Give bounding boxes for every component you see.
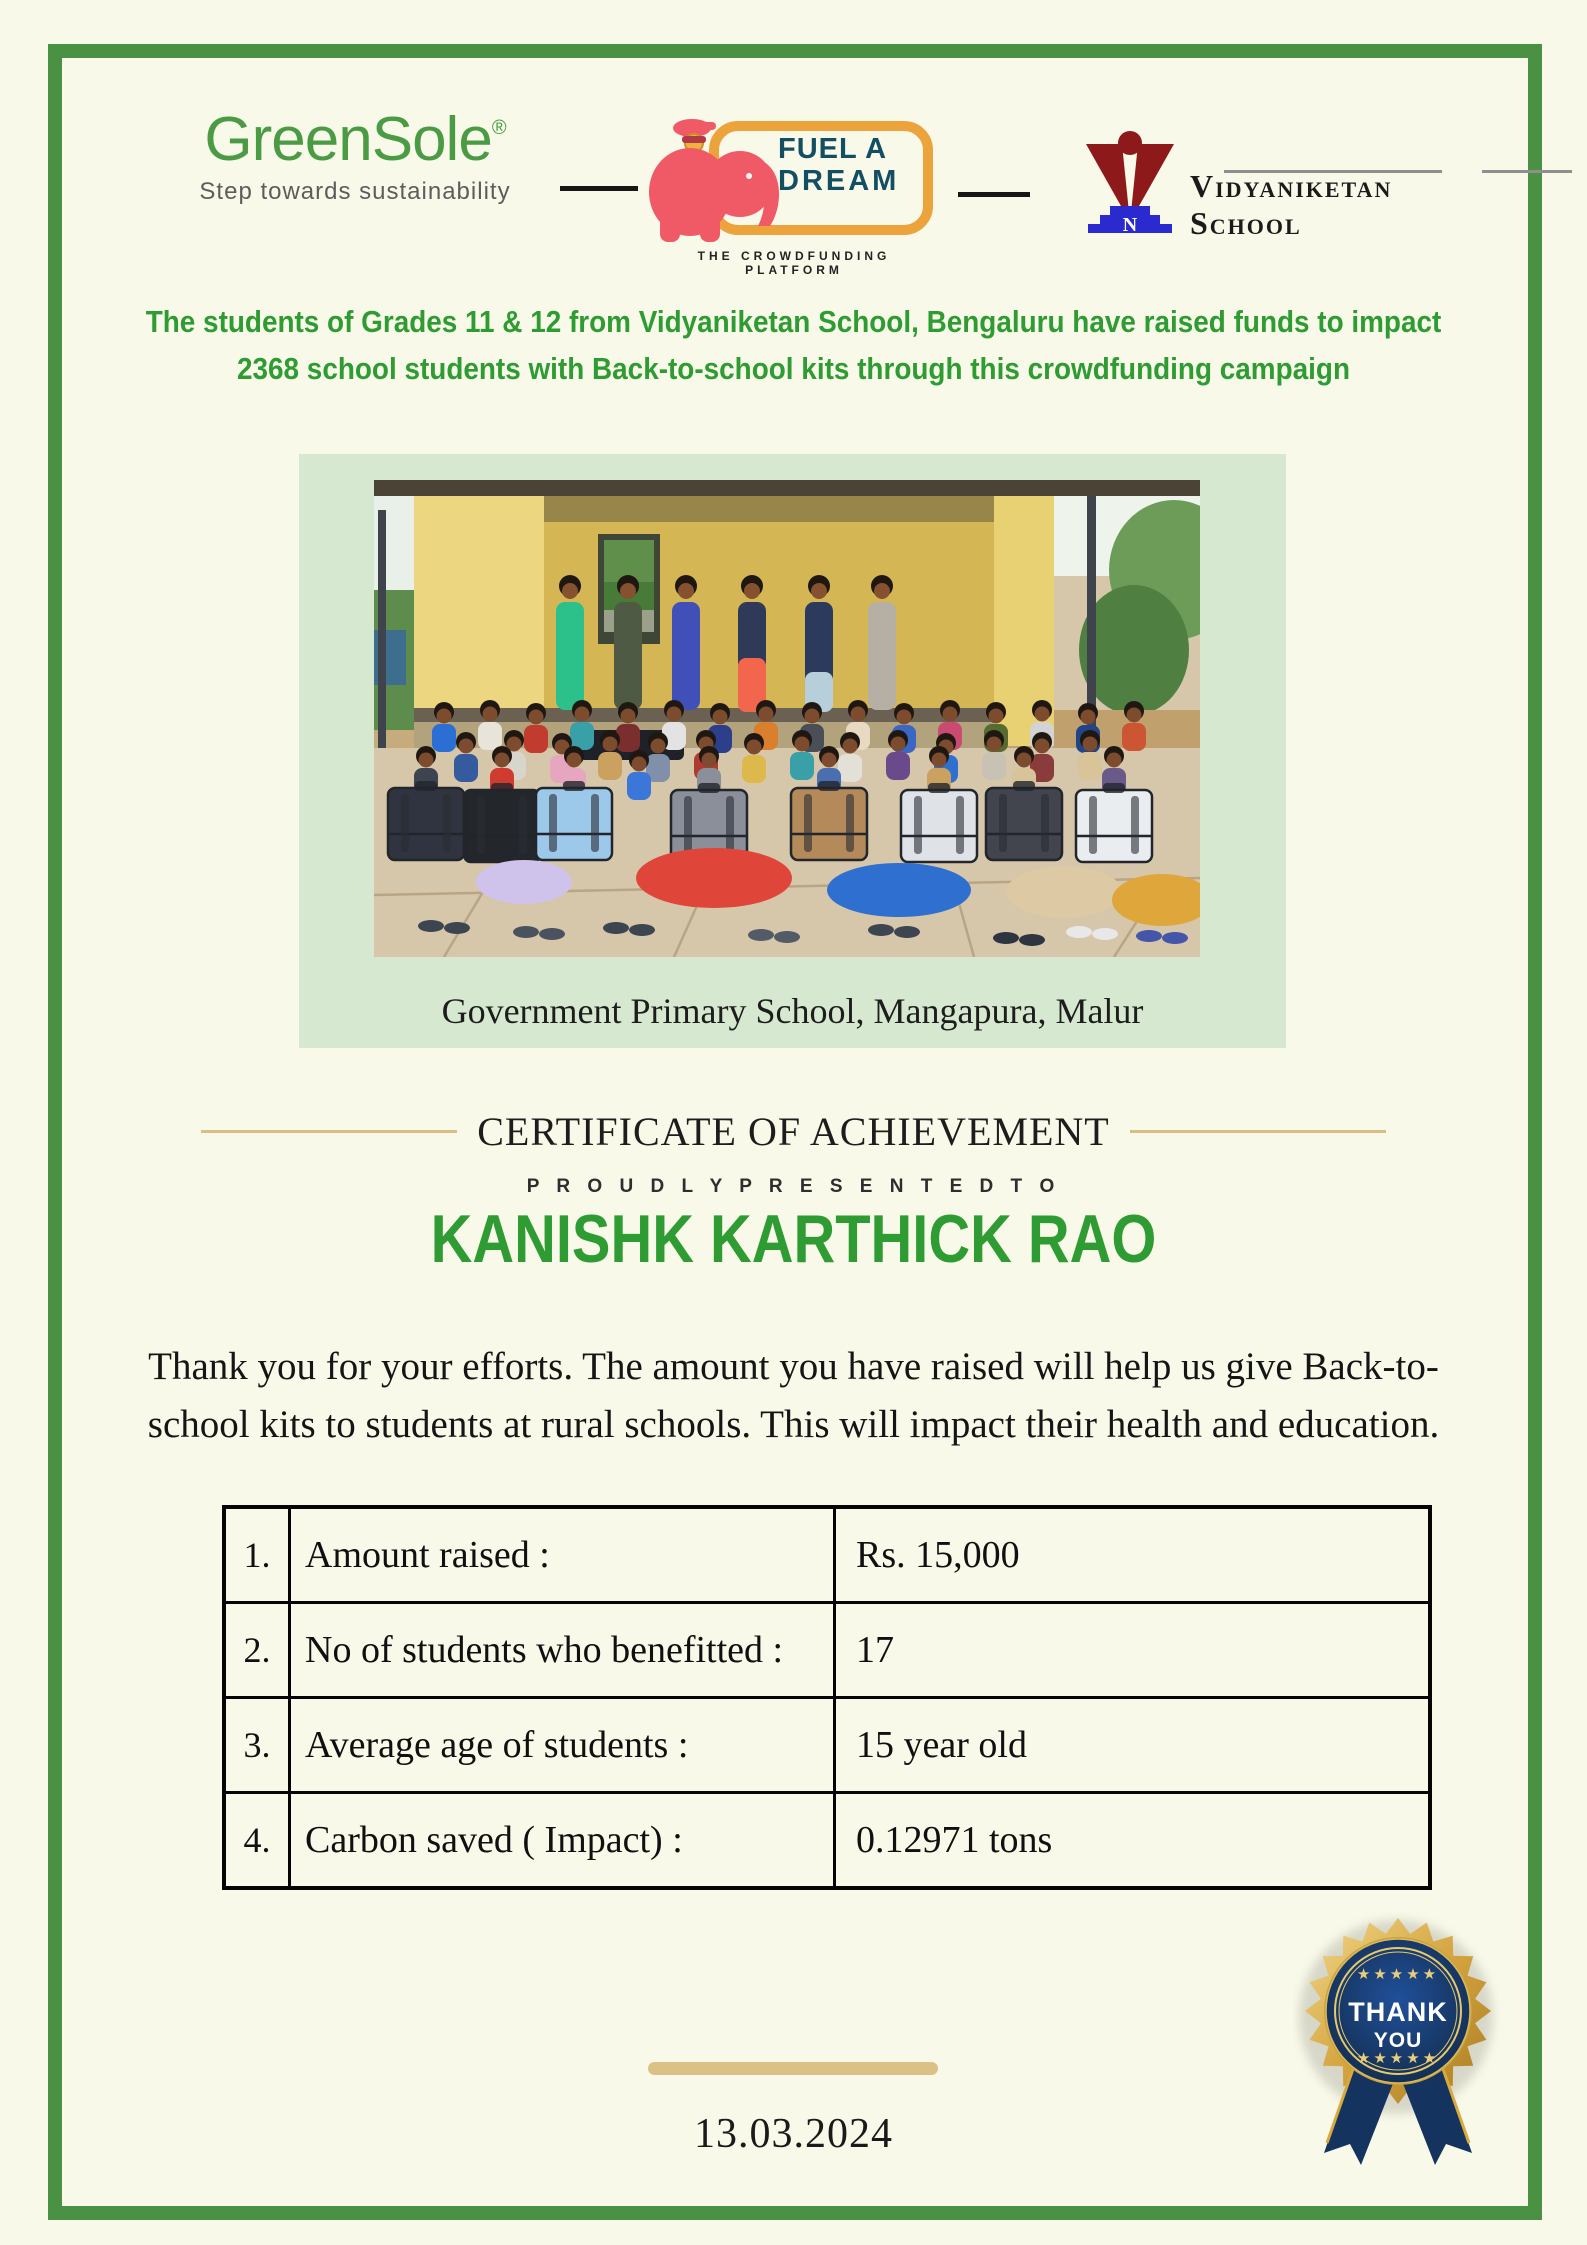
table-row-number: 3.: [226, 1699, 288, 1791]
vidyaniketan-wordmark: Vidyaniketan School: [1190, 168, 1393, 241]
certificate-title: CERTIFICATE OF ACHIEVEMENT: [477, 1109, 1110, 1154]
certificate-title-row: [0, 1108, 1587, 1155]
campaign-statement: [79, 298, 1507, 392]
rosette-ribbon-icon: [1293, 1911, 1503, 2181]
logo-separator-dash: [560, 186, 638, 191]
presented-to-label: P R O U D L Y P R E S E N T E D T O: [526, 1176, 1061, 1197]
group-photo-illustration: [374, 480, 1200, 957]
logo-separator-dash: [958, 192, 1030, 197]
impact-table: [222, 1505, 1432, 1890]
registered-trademark-icon: ®: [491, 117, 506, 139]
badge-word-thank: THANK: [1348, 1997, 1448, 2027]
fuel-a-dream-wordmark-line1: FUEL A: [778, 133, 888, 165]
table-row-value: 0.12971 tons: [836, 1794, 1428, 1886]
message-line-2: school kits to students at rural schools. This will impact their health and education.: [147, 1403, 1440, 1446]
statement-line-2: 2368 school students with Back-to-school kits through this crowdfunding campaign: [236, 351, 1350, 386]
photo-panel: [299, 454, 1286, 1048]
gold-rule-left: [201, 1130, 457, 1133]
fuel-a-dream-logo: [648, 112, 940, 277]
recipient-name: KANISHK KARTHICK RAO: [430, 1201, 1157, 1277]
table-row-number: 2.: [226, 1604, 288, 1696]
table-row-label: Amount raised :: [291, 1509, 833, 1601]
table-row-label: No of students who benefitted :: [291, 1604, 833, 1696]
certificate-date: 13.03.2024: [694, 2111, 893, 2157]
photo-caption: Government Primary School, Mangapura, Malur: [441, 991, 1144, 1031]
table-row-value: 17: [836, 1604, 1428, 1696]
badge-stars-top: ★★★★★: [1356, 1966, 1440, 1983]
school-group-photo: [374, 480, 1200, 957]
greensole-wordmark: [140, 96, 570, 172]
logo-overline: [1482, 170, 1572, 173]
fuel-a-dream-wordmark-line2: DREAM: [778, 165, 900, 197]
table-row-number: 4.: [226, 1794, 288, 1886]
gold-divider-bar: [648, 2062, 938, 2075]
fuel-a-dream-tagline: THE CROWDFUNDING PLATFORM: [697, 249, 891, 277]
table-row-number: 1.: [226, 1509, 288, 1601]
table-row-value: Rs. 15,000: [836, 1509, 1428, 1601]
message-line-1: Thank you for your efforts. The amount you have raised will help us give Back-to-: [148, 1345, 1439, 1388]
vidyaniketan-emblem-icon: [1078, 130, 1182, 242]
vidyaniketan-logo: [1078, 126, 1473, 246]
gold-rule-right: [1130, 1130, 1386, 1133]
statement-line-1: The students of Grades 11 & 12 from Vidyaniketan School, Bengaluru have raised funds to impact: [145, 304, 1442, 339]
greensole-logo: [140, 96, 570, 206]
greensole-tagline: Step towards sustainability: [199, 178, 511, 205]
thank-you-badge: [1293, 1911, 1503, 2181]
table-row-value: 15 year old: [836, 1699, 1428, 1791]
greensole-name: GreenSole: [204, 105, 492, 174]
table-row-label: Average age of students :: [291, 1699, 833, 1791]
badge-word-you: YOU: [1373, 2029, 1423, 2052]
badge-stars-bottom: ★★★★★: [1356, 2050, 1440, 2067]
table-row-label: Carbon saved ( Impact) :: [291, 1794, 833, 1886]
emblem-letter: N: [1122, 214, 1138, 236]
thank-you-message: [0, 1338, 1587, 1454]
